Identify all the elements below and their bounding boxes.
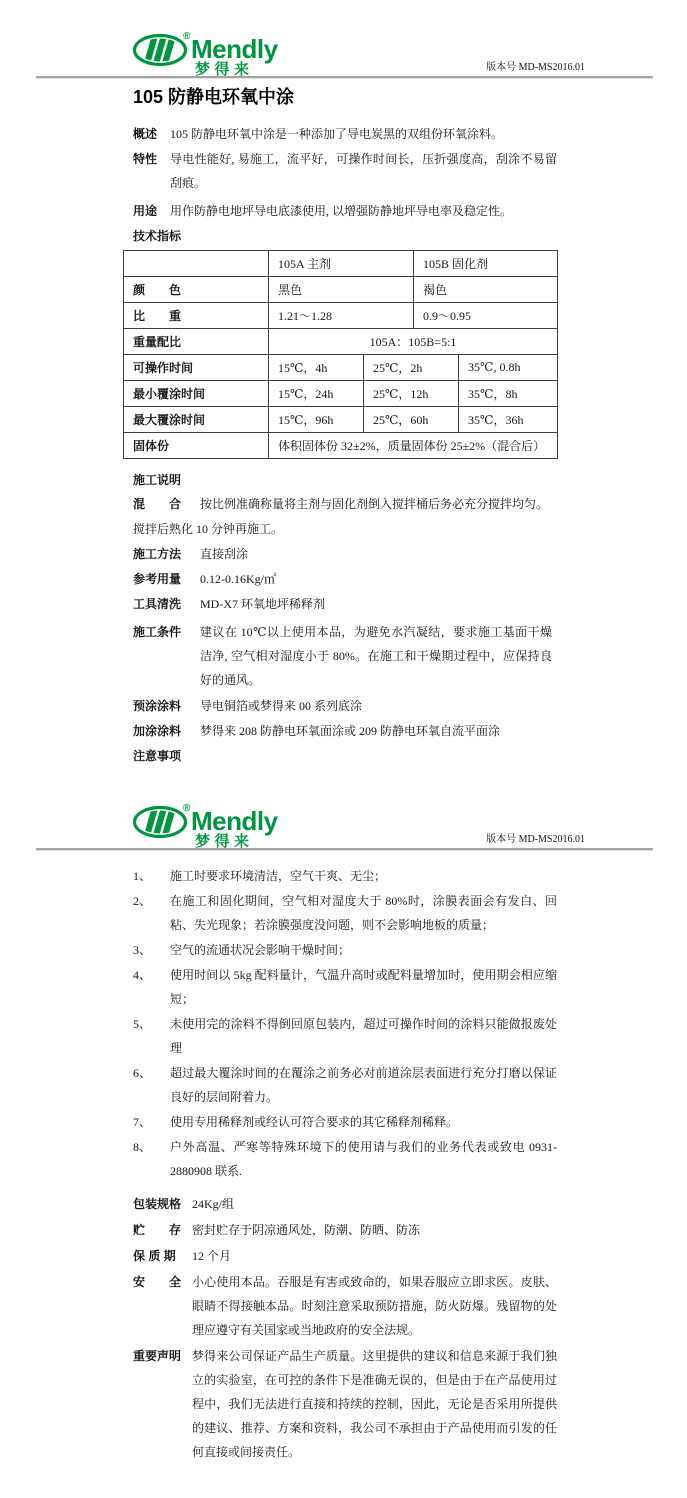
- safety-text: 小心使用本品。吞服是有害或致命的，如果吞服应立即求医。皮肤、眼睛不得接触本品。时刻注意采取预防措施，防火防爆。残留物的处理应遵守有关国家或当地政府的安全法规。: [192, 1275, 557, 1337]
- shelf-life-row: [133, 1244, 557, 1268]
- page-header: [133, 772, 585, 848]
- features-text: 导电性能好, 易施工，流平好，可操作时间长，压折强度高，刮涂不易留刮痕。: [170, 152, 557, 190]
- storage-row: [133, 1218, 557, 1242]
- safety-label: 安 全: [133, 1275, 182, 1289]
- precoat-row: [133, 694, 557, 718]
- mixing-label: 混 合: [133, 497, 182, 511]
- list-number: 5、: [133, 1017, 152, 1031]
- list-item: [133, 938, 557, 962]
- max-recoat-25: 25℃，60h: [364, 407, 459, 433]
- list-number: 8、: [133, 1140, 152, 1154]
- pot-life-15: 15℃，4h: [269, 355, 364, 381]
- list-number: 6、: [133, 1066, 152, 1080]
- topcoat-text: 梦得来 208 防静电环氧面涂或 209 防静电环氧自流平面涂: [200, 724, 501, 738]
- dosage-label: 参考用量: [133, 572, 182, 586]
- packing-row: [133, 1192, 557, 1216]
- method-label: 施工方法: [133, 547, 182, 561]
- list-item: [133, 1012, 557, 1060]
- table-row: [124, 433, 558, 459]
- registered-mark-icon: ®: [183, 803, 191, 814]
- brand-wordmark-cn: 梦得来: [195, 61, 254, 76]
- table-row: [124, 303, 558, 329]
- construction-sections: [133, 492, 557, 743]
- cleaning-text: MD-X7 环氧地坪稀释剂: [200, 597, 325, 611]
- max-recoat-35: 35℃，36h: [459, 407, 558, 433]
- features-row: [133, 147, 557, 195]
- disclaimer-row: [133, 1344, 557, 1464]
- list-text: 使用时间以 5kg 配料量计，气温升高时或配料量增加时，使用期会相应缩短；: [170, 968, 557, 1006]
- storage-text: 密封贮存于阴凉通风处，防潮、防晒、防冻: [192, 1223, 421, 1237]
- min-recoat-15: 15℃，24h: [269, 381, 364, 407]
- row-label: 重量配比: [124, 329, 269, 355]
- notes-heading: 注意事项: [133, 749, 182, 763]
- row-label: 颜 色: [124, 277, 269, 303]
- disclaimer-text: 梦得来公司保证产品生产质量。这里提供的建议和信息来源于我们独立的实验室，在可控的条件下是准确无误的，但是由于在产品使用过程中，我们无法进行直接和持续的控制，因此，无论是否采用所提供的建议、推荐、方案和资料，我公司不承担由于产品使用而引发的任何直接或间接责任。: [192, 1349, 557, 1459]
- table-row: [124, 355, 558, 381]
- color-a: 黑色: [269, 277, 414, 303]
- usage-row: [133, 199, 557, 223]
- version-number: 版本号 MD-MS2016.01: [486, 834, 585, 845]
- list-item: [133, 864, 557, 888]
- conditions-label: 施工条件: [133, 625, 182, 639]
- table-empty-cell: [124, 251, 269, 277]
- brand-wordmark-cn: 梦得来: [195, 833, 254, 848]
- color-b: 褐色: [414, 277, 558, 303]
- pot-life-35: 35℃, 0.8h: [459, 355, 558, 381]
- list-number: 4、: [133, 968, 152, 982]
- construction-heading: 施工说明: [133, 473, 182, 487]
- precoat-text: 导电铜箔或梦得来 00 系列底涂: [200, 699, 363, 713]
- list-number: 2、: [133, 894, 152, 908]
- brand-logo: [133, 798, 301, 848]
- mixing-note: 搅拌后熟化 10 分钟再施工。: [133, 522, 284, 536]
- dosage-text: 0.12-0.16Kg/㎡: [200, 572, 276, 586]
- page-header: [133, 0, 585, 76]
- labeled-sections: [133, 1192, 557, 1464]
- row-label: 比 重: [124, 303, 269, 329]
- usage-text: 用作防静电地坪导电底漆使用, 以增强防静地坪导电率及稳定性。: [170, 204, 513, 218]
- table-row: [124, 381, 558, 407]
- features-label: 特性: [133, 152, 158, 166]
- topcoat-label: 加涂涂料: [133, 724, 182, 738]
- table-row: [124, 277, 558, 303]
- list-item: [133, 1061, 557, 1109]
- header-divider: [36, 848, 653, 850]
- packing-text: 24Kg/组: [192, 1197, 235, 1211]
- list-text: 使用专用稀释剂或经认可符合要求的其它稀释剂稀释。: [170, 1115, 459, 1129]
- list-text: 在施工和固化期间，空气相对湿度大于 80%时，涂膜表面会有发白、回粘、失光现象；若涂膜强度没问题，则不会影响地板的质量；: [170, 894, 557, 932]
- method-row: [133, 542, 557, 566]
- version-number: 版本号 MD-MS2016.01: [486, 62, 585, 73]
- list-number: 1、: [133, 869, 152, 883]
- conditions-text: 建议在 10℃以上使用本品，为避免水汽凝结，要求施工基面干燥洁净, 空气相对湿度小于 80%。在施工和干燥期过程中，应保持良好的通风。: [200, 625, 552, 687]
- gravity-b: 0.9～0.95: [414, 303, 558, 329]
- row-label: 固体份: [124, 433, 269, 459]
- intro-sections: [133, 122, 557, 223]
- list-item: [133, 963, 557, 1011]
- pot-life-25: 25℃，2h: [364, 355, 459, 381]
- precoat-label: 预涂涂料: [133, 699, 182, 713]
- disclaimer-label: 重要声明: [133, 1349, 182, 1363]
- brand-wordmark: Mendly: [191, 806, 278, 836]
- packing-label: 包装规格: [133, 1197, 182, 1211]
- col-header-a: 105A 主剂: [269, 251, 414, 277]
- min-recoat-35: 35℃，8h: [459, 381, 558, 407]
- mixing-text: 按比例准确称量将主剂与固化剂倒入搅拌桶后务必充分搅拌均匀。: [200, 497, 549, 511]
- registered-mark-icon: ®: [183, 31, 191, 42]
- dosage-row: [133, 567, 557, 591]
- brand-logo: [133, 26, 301, 76]
- page-title: 105 防静电环氧中涂: [133, 87, 295, 107]
- mixing-row: [133, 492, 557, 516]
- storage-label: 贮 存: [133, 1223, 182, 1237]
- list-number: 3、: [133, 943, 152, 957]
- conditions-row: [133, 620, 557, 692]
- shelf-life-label: 保 质 期: [133, 1249, 176, 1263]
- brand-wordmark: Mendly: [191, 34, 278, 64]
- list-text: 空气的流通状况会影响干燥时间；: [170, 943, 351, 957]
- col-header-b: 105B 固化剂: [414, 251, 558, 277]
- row-label: 可操作时间: [124, 355, 269, 381]
- list-number: 7、: [133, 1115, 152, 1129]
- overview-row: [133, 122, 557, 146]
- max-recoat-15: 15℃，96h: [269, 407, 364, 433]
- table-row: [124, 329, 558, 355]
- overview-label: 概述: [133, 127, 158, 141]
- cleaning-label: 工具清洗: [133, 597, 182, 611]
- tech-table: [123, 250, 558, 459]
- topcoat-row: [133, 719, 557, 743]
- ratio-value: 105A：105B=5:1: [269, 329, 558, 355]
- method-text: 直接刮涂: [200, 547, 249, 561]
- page-2: [0, 772, 687, 1466]
- list-item: [133, 1135, 557, 1183]
- row-label: 最大覆涂时间: [124, 407, 269, 433]
- table-row: [124, 407, 558, 433]
- table-row: [124, 251, 558, 277]
- usage-label: 用途: [133, 204, 158, 218]
- solids-value: 体积固体份 32±2%，质量固体份 25±2%（混合后）: [269, 433, 558, 459]
- shelf-life-text: 12 个月: [192, 1249, 232, 1263]
- list-item: [133, 1110, 557, 1134]
- row-label: 最小覆涂时间: [124, 381, 269, 407]
- gravity-a: 1.21～1.28: [269, 303, 414, 329]
- header-divider: [36, 76, 653, 78]
- list-text: 超过最大覆涂时间的在覆涂之前务必对前道涂层表面进行充分打磨以保证良好的层间附着力。: [170, 1066, 557, 1104]
- safety-row: [133, 1270, 557, 1342]
- notes-list: [133, 864, 557, 1183]
- overview-text: 105 防静电环氧中涂是一种添加了导电炭黑的双组份环氧涂料。: [170, 127, 504, 141]
- list-text: 户外高温、严寒等特殊环境下的使用请与我们的业务代表或致电 0931-2880908 联系.: [170, 1140, 557, 1178]
- tech-heading: 技术指标: [133, 229, 182, 243]
- list-item: [133, 889, 557, 937]
- list-text: 未使用完的涂料不得倒回原包装内，超过可操作时间的涂料只能做报废处理: [170, 1017, 557, 1055]
- cleaning-row: [133, 592, 557, 616]
- min-recoat-25: 25℃，12h: [364, 381, 459, 407]
- list-text: 施工时要求环境清洁，空气干爽、无尘；: [170, 869, 387, 883]
